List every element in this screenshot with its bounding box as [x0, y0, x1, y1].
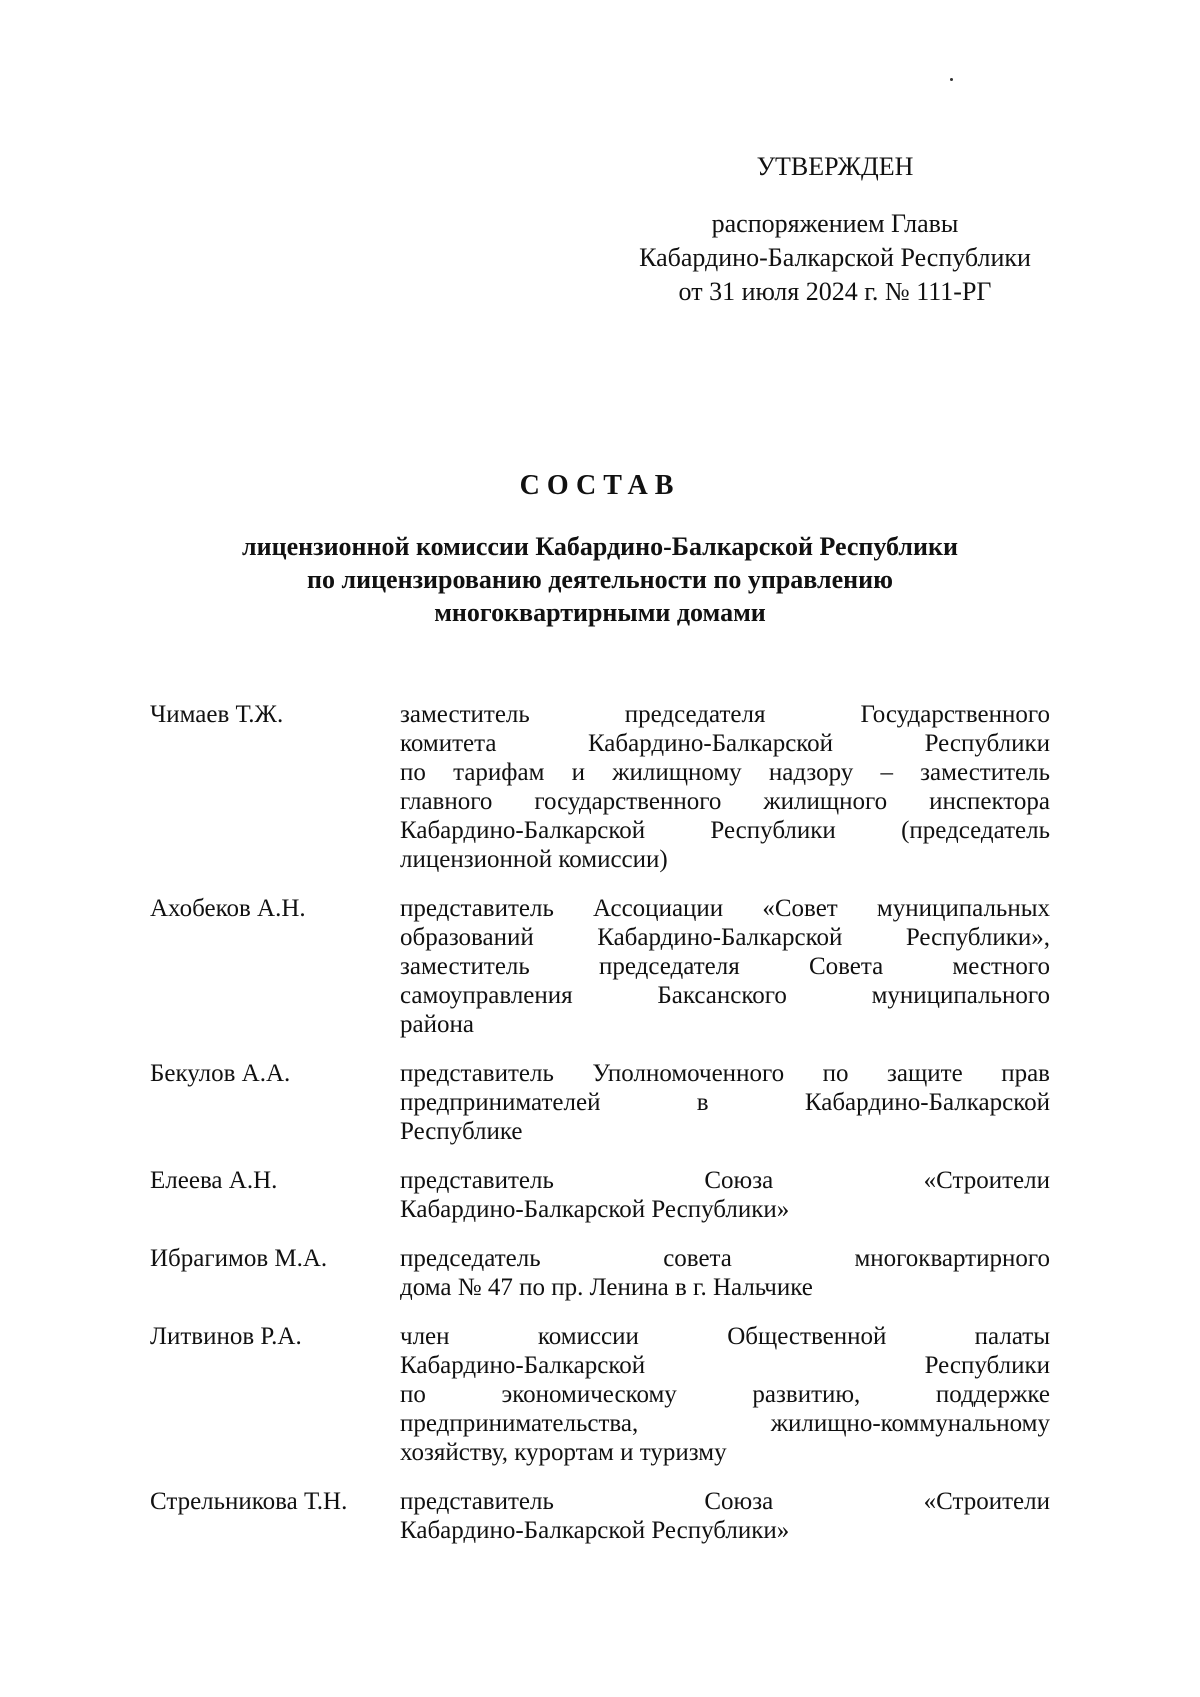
member-name: Ибрагимов М.А. [150, 1245, 328, 1272]
member-role-line: представитель Союза «Строители [400, 1167, 1050, 1194]
member-role-line: района [400, 1011, 474, 1038]
member-role-line: представитель Уполномоченного по защите прав [400, 1060, 1050, 1087]
member-row [150, 1166, 1050, 1224]
document-subtitle [120, 530, 1080, 629]
document-title: СОСТАВ [519, 470, 681, 501]
member-role-line: лицензионной комиссии) [400, 846, 668, 873]
approved-label: УТВЕРЖДЕН [756, 152, 914, 181]
member-role-line: член комиссии Общественной палаты [400, 1323, 1050, 1350]
approval-details [600, 207, 1070, 309]
member-role-line: дома № 47 по пр. Ленина в г. Нальчике [400, 1274, 813, 1301]
member-role-line: представитель Ассоциации «Совет муниципальных [400, 895, 1050, 922]
member-role-line: главного государственного жилищного инспектора [400, 788, 1050, 815]
member-role [400, 1166, 1050, 1224]
member-role-line: по экономическому развитию, поддержке [400, 1381, 1050, 1408]
member-role-line: по тарифам и жилищному надзору – заместитель [400, 759, 1050, 786]
member-role [400, 1487, 1050, 1545]
approval-line: распоряжением Главы [711, 209, 959, 238]
member-role-line: предпринимательства, жилищно-коммунальному [400, 1410, 1050, 1437]
member-role [400, 1059, 1050, 1146]
member-row [150, 1322, 1050, 1467]
member-role-line: Кабардино-Балкарской Республики (председатель [400, 817, 1050, 844]
member-role [400, 1244, 1050, 1302]
member-role-line: образований Кабардино-Балкарской Республики», [400, 924, 1050, 951]
member-name: Елеева А.Н. [150, 1167, 278, 1194]
member-role-line: Кабардино-Балкарской Республики [400, 1352, 1050, 1379]
member-row [150, 1059, 1050, 1146]
scan-artifact-dot [950, 78, 953, 81]
member-row [150, 1244, 1050, 1302]
member-role-line: представитель Союза «Строители [400, 1488, 1050, 1515]
subtitle-line: по лицензированию деятельности по управлению [307, 565, 893, 594]
member-role-line: Кабардино-Балкарской Республики» [400, 1517, 790, 1544]
members-list [150, 700, 1050, 1565]
member-role-line: Республике [400, 1118, 523, 1145]
member-role-line: самоуправления Баксанского муниципального [400, 982, 1050, 1009]
member-name: Чимаев Т.Ж. [150, 701, 284, 728]
subtitle-line: многоквартирными домами [434, 598, 766, 627]
member-role-line: комитета Кабардино-Балкарской Республики [400, 730, 1050, 757]
member-row [150, 1487, 1050, 1545]
member-name: Литвинов Р.А. [150, 1323, 302, 1350]
member-role-line: заместитель председателя Государственного [400, 701, 1050, 728]
approval-line: от 31 июля 2024 г. № 111-РГ [678, 277, 992, 306]
member-role-line: председатель совета многоквартирного [400, 1245, 1050, 1272]
member-role-line: предпринимателей в Кабардино-Балкарской [400, 1089, 1050, 1116]
member-name: Бекулов А.А. [150, 1060, 291, 1087]
member-name: Ахобеков А.Н. [150, 895, 306, 922]
member-row [150, 700, 1050, 874]
member-name: Стрельникова Т.Н. [150, 1488, 348, 1515]
subtitle-line: лицензионной комиссии Кабардино-Балкарской Республики [242, 532, 958, 561]
member-role-line: заместитель председателя Совета местного [400, 953, 1050, 980]
member-role [400, 700, 1050, 874]
member-role-line: хозяйству, курортам и туризму [400, 1439, 727, 1466]
member-role [400, 894, 1050, 1039]
member-role [400, 1322, 1050, 1467]
approval-line: Кабардино-Балкарской Республики [639, 243, 1031, 272]
member-role-line: Кабардино-Балкарской Республики» [400, 1196, 790, 1223]
member-row [150, 894, 1050, 1039]
